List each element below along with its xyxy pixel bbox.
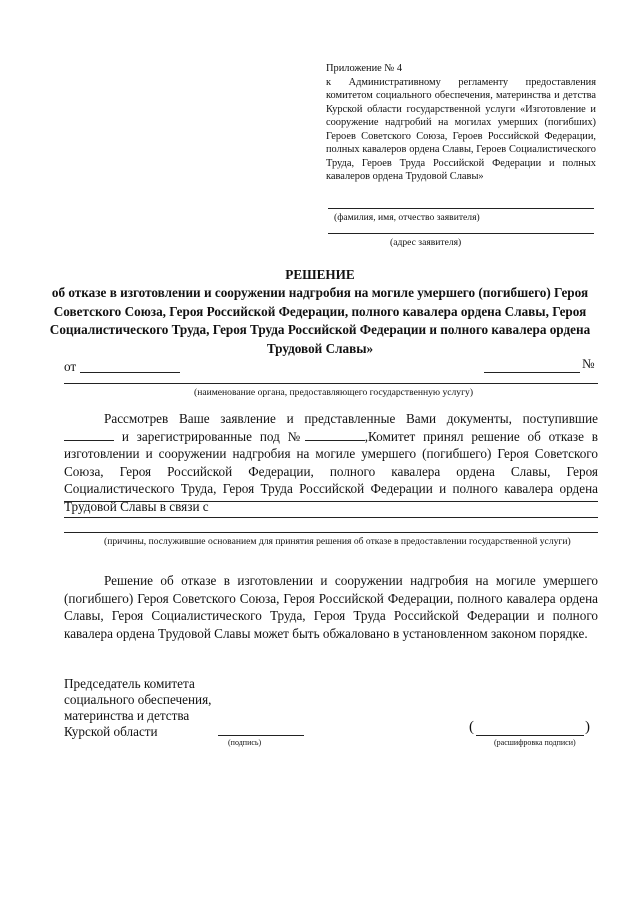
applicant-address-line[interactable] (328, 233, 594, 234)
reason-line-3[interactable] (64, 532, 598, 533)
annex-body: к Административному регламенту предоставления комитетом социального обеспечения, материнства и детства Курской области государственной услуги «Изготовление и сооружение надгробий на могилах умерших (погибших) Героев Советского Союза, Героев Российской Федерации, полных кавалеров ордена Славы, Героев Социалистического Труда, Героев Труда Российской Федерации и полных кавалеров ордена Трудовой Славы» (326, 76, 596, 182)
p1-start: Рассмотрев Ваше заявление и представленные Вами документы, поступившие (104, 411, 598, 426)
reason-line-2[interactable] (64, 517, 598, 518)
annex-block (326, 62, 596, 184)
signer-line-4: Курской области (64, 724, 158, 739)
applicant-name-hint: (фамилия, имя, отчество заявителя) (334, 212, 480, 223)
appeal-text: Решение об отказе в изготовлении и сооружении надгробия на могиле умершего (погибшего) Героя Советского Союза, Героя Российской Федерации, полного кавалера ордена Славы, Героя Социалистического Труда, Героя Труда Российской Федерации и полного кавалера ордена Трудовой Славы может быть обжаловано в установленном законом порядке. (64, 573, 598, 641)
decision-paragraph (64, 410, 598, 515)
signature-line[interactable] (218, 735, 304, 736)
org-hint: (наименование органа, предоставляющего государственную услугу) (194, 387, 474, 398)
applicant-name-line[interactable] (328, 208, 594, 209)
decode-line[interactable] (476, 735, 584, 736)
date-line[interactable] (80, 372, 180, 373)
decode-hint: (расшифровка подписи) (494, 738, 576, 747)
decode-open-paren: ( (469, 719, 474, 735)
decision-title: РЕШЕНИЕ (285, 267, 355, 282)
signer-line-1: Председатель комитета (64, 676, 195, 691)
p1-rest: ,Комитет принял решение об отказе в изготовлении и сооружении надгробия на могиле умершего (погибшего) Героя Советского Союза, Героя Российской Федерации, полного кавалера ордена Славы, Героя Социалистического Труда, Героя Труда Российской Федерации и полного кавалера ордена Трудовой Славы в связи с (64, 428, 599, 514)
signature-hint: (подпись) (228, 738, 262, 747)
decision-subtitle: об отказе в изготовлении и сооружении надгробия на могиле умершего (погибшего) Героя Советского Союза, Героя Российской Федерации, полного кавалера ордена Славы, Героя Социалистического Труда, Героя Труда Российской Федерации и полного кавалера ордена Трудовой Славы» (49, 285, 591, 356)
signer-line-3: материнства и детства (64, 708, 190, 723)
appeal-paragraph (64, 572, 598, 642)
number-line[interactable] (484, 372, 580, 373)
reason-line-1[interactable] (64, 501, 598, 502)
registration-number-field[interactable] (305, 428, 365, 441)
signature-block (64, 676, 234, 740)
annex-title: Приложение № 4 (326, 63, 403, 74)
org-line[interactable] (64, 383, 598, 384)
p1-registered: и зарегистрированные под № (121, 428, 305, 444)
received-date-field[interactable] (64, 428, 114, 441)
applicant-address-hint: (адрес заявителя) (390, 237, 462, 248)
number-label: № (582, 356, 595, 371)
decode-close-paren: ) (585, 719, 590, 735)
signer-line-2: социального обеспечения, (64, 692, 212, 707)
from-label: от (64, 359, 77, 374)
reasons-hint: (причины, послужившие основанием для принятия решения об отказе в предоставлении государственной услуги) (104, 536, 571, 547)
